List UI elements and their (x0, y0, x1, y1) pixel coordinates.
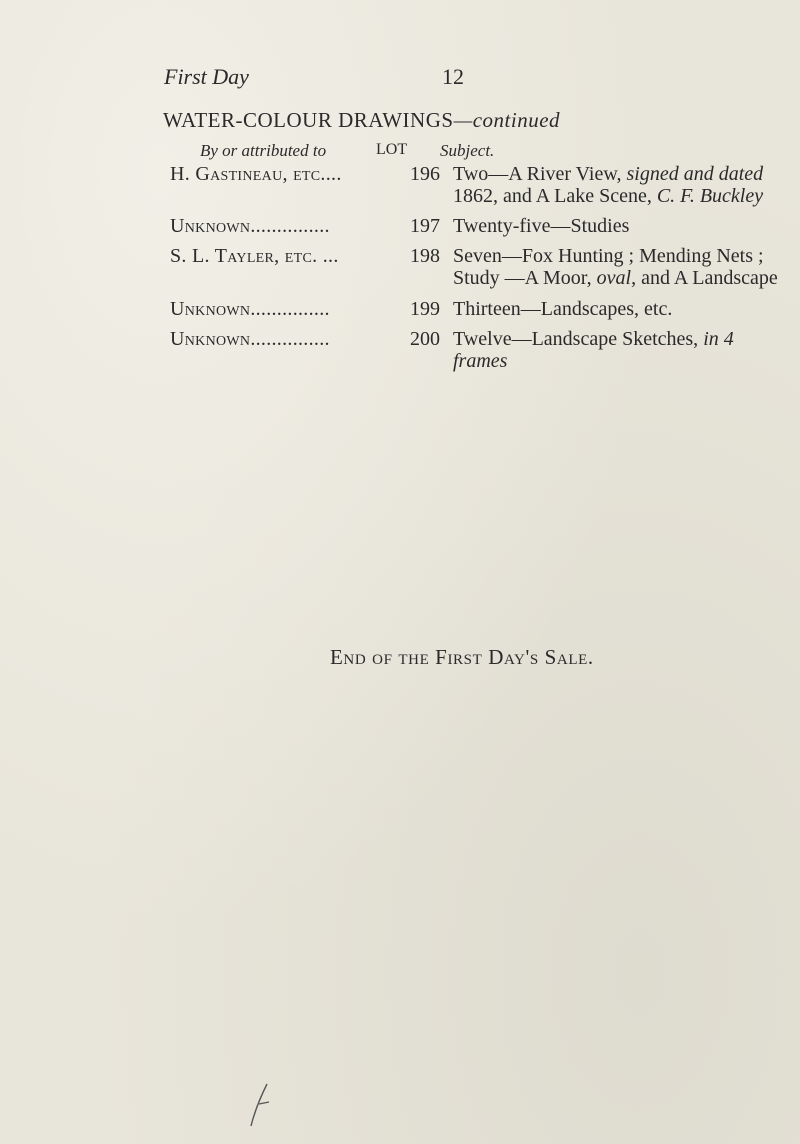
artist-name: H. Gastineau, etc.... (170, 163, 342, 185)
page-number: 12 (442, 64, 464, 89)
pencil-mark-icon (245, 1080, 275, 1130)
artist-name: S. L. Tayler, etc. ... (170, 245, 339, 267)
section-title (163, 108, 783, 133)
column-header-subject: Subject. (440, 141, 495, 160)
lot-number: 199 (410, 298, 440, 320)
day-label: First Day (164, 64, 249, 89)
artist-name: Unknown............... (170, 215, 330, 237)
section-title-text: WATER-COLOUR DRAWINGS (163, 108, 454, 132)
continued-label: —continued (453, 108, 561, 132)
artist-name: Unknown............... (170, 298, 330, 320)
column-header-attributed: By or attributed to (200, 141, 327, 160)
lot-subject: Two—A River View, signed and dated 1862, and A Lake Scene, C. F. Buckley (453, 163, 764, 207)
lot-subject: Twenty-five—Studies (453, 215, 630, 237)
lot-number: 198 (410, 245, 440, 267)
lot-number: 200 (410, 328, 440, 350)
column-header-lot: LOT (376, 141, 408, 158)
end-of-day-notice: End of the First Day's Sale. (330, 645, 594, 669)
lot-subject: Thirteen—Landscapes, etc. (453, 298, 673, 320)
artist-name: Unknown............... (170, 328, 330, 350)
lot-subject: Twelve—Landscape Sketches, in 4 frames (453, 328, 734, 372)
lot-subject: Seven—Fox Hunting ; Mending Nets ; Study —A Moor, oval, and A Landscape (453, 245, 778, 289)
lot-number: 196 (410, 163, 440, 185)
lot-number: 197 (410, 215, 440, 237)
